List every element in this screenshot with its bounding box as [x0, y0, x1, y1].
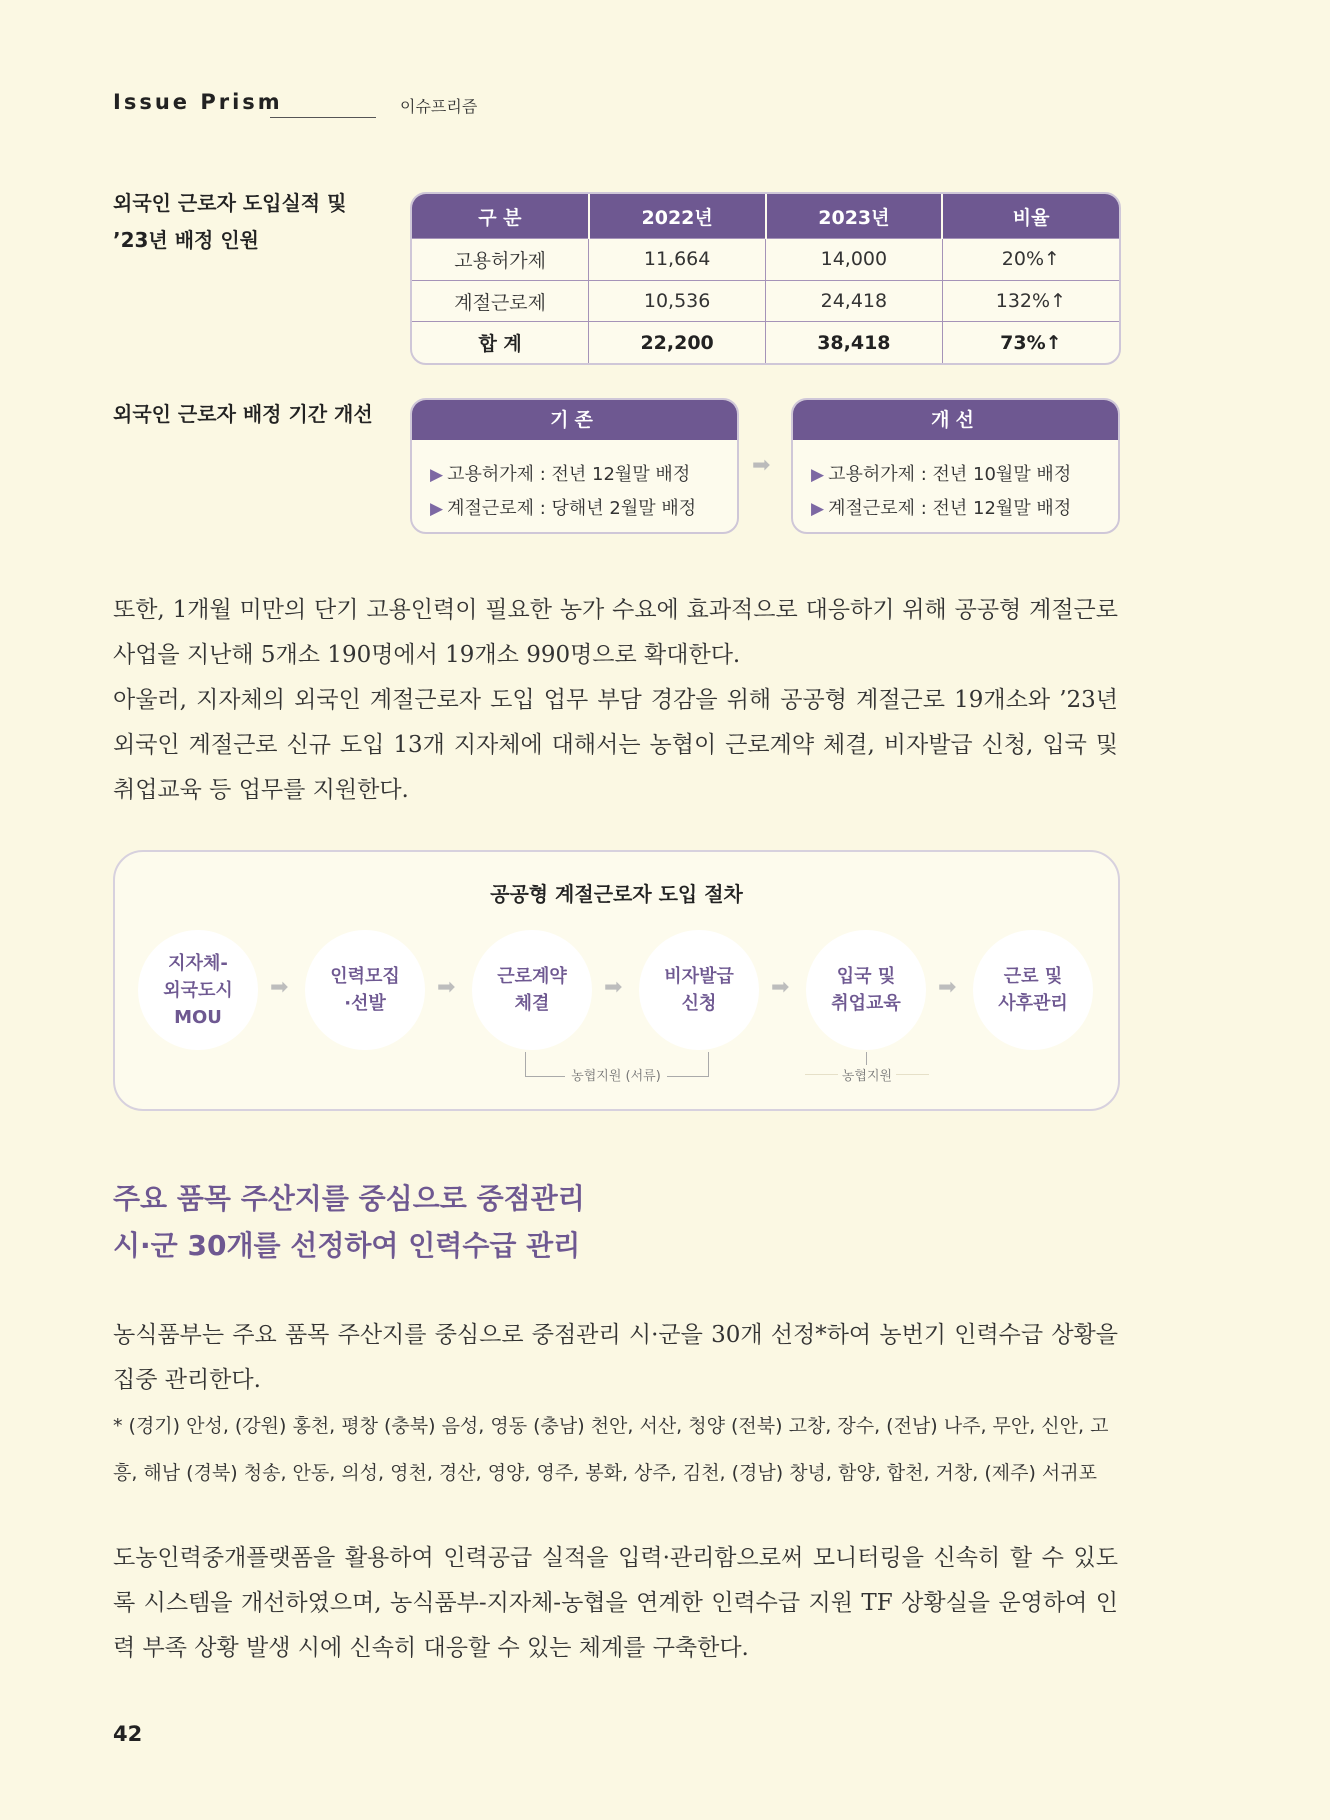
list-item-text: 계절근로제 : 당해년 2월말 배정	[447, 498, 697, 519]
table-cell: 14,000	[766, 239, 943, 281]
support-label: 농협지원	[838, 1069, 896, 1084]
body-text-block-3	[113, 1536, 1118, 1671]
results-table	[410, 192, 1121, 365]
process-step	[639, 930, 759, 1050]
table-cell: 11,664	[589, 239, 766, 281]
allocation-before-title: 기존	[412, 400, 737, 440]
support-label: 농협지원 (서류)	[565, 1069, 667, 1084]
triangle-bullet-icon: ▶	[430, 499, 444, 519]
paragraph: 도농인력중개플랫폼을 활용하여 인력공급 실적을 입력·관리함으로써 모니터링을 신속히 할 수 있도록 시스템을 개선하였으며, 농식품부-지자체-농협을 연계한 인력수급 지원 TF 상황실을 운영하여 인력 부족 상황 발생 시에 신속히 대응할 수 있는 체계를 구축한다.	[113, 1545, 1118, 1661]
table-header-cell: 2023년	[766, 194, 943, 239]
table-header-cell: 구 분	[412, 194, 589, 239]
arrow-right-icon: ➡	[752, 453, 771, 478]
step-text: ·선발	[344, 993, 386, 1014]
step-text: 입국 및	[836, 966, 896, 987]
step-text: 지자체-	[168, 952, 228, 974]
table-cell: 20%↑	[942, 239, 1119, 281]
arrow-right-icon: ➡	[604, 975, 623, 1000]
process-title: 공공형 계절근로자 도입 절차	[490, 882, 743, 906]
table-total-row	[412, 322, 1119, 363]
header-subtitle: 이슈프리즘	[400, 97, 478, 116]
paragraph: 농식품부는 주요 품목 주산지를 중심으로 중점관리 시·군을 30개 선정*하여 농번기 인력수급 상황을 집중 관리한다.	[113, 1322, 1118, 1393]
list-item-text: 계절근로제 : 전년 12월말 배정	[828, 498, 1072, 519]
list-item	[811, 458, 1118, 492]
allocation-label: 외국인 근로자 배정 기간 개선	[113, 402, 373, 426]
table-cell: 73%↑	[942, 322, 1119, 363]
support-tick	[866, 1052, 867, 1065]
process-diagram	[113, 850, 1120, 1111]
body-text-block-2	[113, 1313, 1118, 1403]
heading-line2: 시·군 30개를 선정하여 인력수급 관리	[113, 1229, 581, 1262]
list-item-text: 고용허가제 : 전년 10월말 배정	[828, 464, 1072, 485]
table-header-cell: 비율	[942, 194, 1119, 239]
process-step	[305, 930, 425, 1050]
table-row	[412, 280, 1119, 322]
arrow-right-icon: ➡	[437, 975, 456, 1000]
step-text: 신청	[681, 993, 717, 1014]
triangle-bullet-icon: ▶	[811, 499, 825, 519]
step-text: 사후관리	[998, 993, 1068, 1014]
step-text: 취업교육	[831, 993, 901, 1014]
step-text: MOU	[174, 1006, 222, 1028]
heading-line1: 주요 품목 주산지를 중심으로 중점관리	[113, 1182, 585, 1215]
paragraph: 또한, 1개월 미만의 단기 고용인력이 필요한 농가 수요에 효과적으로 대응하기 위해 공공형 계절근로 사업을 지난해 5개소 190명에서 19개소 990명으로 확대한다.	[113, 597, 1118, 668]
results-label-line2: ’23년 배정 인원	[113, 228, 259, 252]
table-row	[412, 239, 1119, 281]
table-cell: 24,418	[766, 280, 943, 322]
arrow-right-icon: ➡	[938, 975, 957, 1000]
allocation-after-box	[791, 398, 1120, 534]
page-number: 42	[113, 1722, 143, 1746]
table-cell: 132%↑	[942, 280, 1119, 322]
header-divider	[270, 117, 376, 118]
results-label-line1: 외국인 근로자 도입실적 및	[113, 191, 347, 215]
table-cell: 22,200	[589, 322, 766, 363]
list-item	[811, 492, 1118, 526]
table-cell: 합 계	[412, 322, 589, 363]
table-header-row	[412, 194, 1119, 239]
list-item-text: 고용허가제 : 전년 12월말 배정	[447, 464, 691, 485]
table-cell: 38,418	[766, 322, 943, 363]
step-text: 근로 및	[1003, 966, 1063, 987]
step-text: 비자발급	[664, 966, 734, 987]
allocation-after-title: 개선	[793, 400, 1118, 440]
triangle-bullet-icon: ▶	[811, 465, 825, 485]
process-step	[973, 930, 1093, 1050]
list-item	[430, 492, 737, 526]
step-text: 근로계약	[497, 966, 567, 987]
table-cell: 계절근로제	[412, 280, 589, 322]
section-heading	[113, 1175, 585, 1269]
step-text: 외국도시	[163, 979, 233, 1001]
table-cell: 10,536	[589, 280, 766, 322]
process-step	[138, 930, 258, 1050]
step-text: 인력모집	[330, 966, 400, 987]
table-header-cell: 2022년	[589, 194, 766, 239]
list-item	[430, 458, 737, 492]
process-step	[472, 930, 592, 1050]
process-step	[806, 930, 926, 1050]
table-cell: 고용허가제	[412, 239, 589, 281]
paragraph: 아울러, 지자체의 외국인 계절근로자 도입 업무 부담 경감을 위해 공공형 계절근로 19개소와 ’23년 외국인 계절근로 신규 도입 13개 지자체에 대해서는 농협이 근로계약 체결, 비자발급 신청, 입국 및 취업교육 등 업무를 지원한다.	[113, 687, 1118, 803]
allocation-before-box	[410, 398, 739, 534]
arrow-right-icon: ➡	[771, 975, 790, 1000]
footnote: * (경기) 안성, (강원) 홍천, 평창 (충북) 음성, 영동 (충남) 천안, 서산, 청양 (전북) 고창, 장수, (전남) 나주, 무안, 신안, 고흥, 해남 (경북) 청송, 안동, 의성, 영천, 경산, 영양, 영주, 봉화, 상주, 김천, (경남) 창녕, 함양, 합천, 거창, (제주) 서귀포	[113, 1415, 1109, 1484]
step-text: 체결	[514, 993, 550, 1014]
arrow-right-icon: ➡	[270, 975, 289, 1000]
body-text-block-1	[113, 588, 1118, 813]
results-table-label	[113, 185, 346, 259]
header-brand: Issue Prism	[113, 90, 283, 114]
triangle-bullet-icon: ▶	[430, 465, 444, 485]
